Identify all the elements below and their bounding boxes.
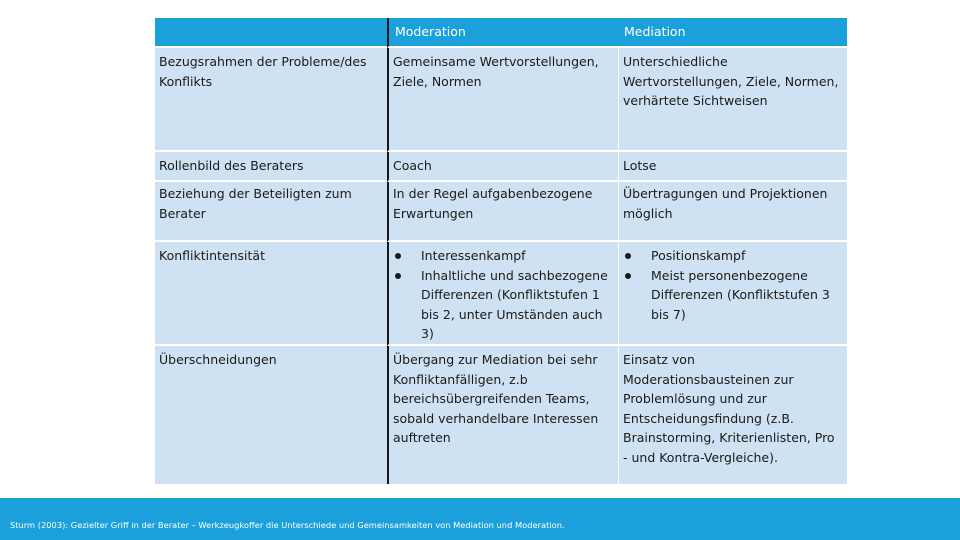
mediation-cell (618, 242, 847, 346)
table-row (155, 152, 847, 182)
row-label: Konfliktintensität (155, 242, 387, 346)
mediation-cell: Einsatz von Moderationsbausteinen zur Problemlösung und zur Entscheidungsfindung (z.B. Brainstorming, Kriterienlisten, Pro - und Kontra-Vergleiche). (618, 346, 847, 484)
moderation-cell (387, 242, 618, 346)
moderation-cell: Übergang zur Mediation bei sehr Konfliktanfälligen, z.b bereichsübergreifenden Teams, sobald verhandelbare Interessen auftreten (387, 346, 618, 484)
list-item: Positionskampf (623, 246, 843, 266)
moderation-bullet-list (393, 246, 614, 344)
table-row (155, 346, 847, 484)
source-citation: Sturm (2003): Gezielter Griff in der Berater – Werkzeugkoffer die Unterschiede und Gemeinsamkeiten von Mediation und Moderation. (10, 520, 565, 530)
row-label: Bezugsrahmen der Probleme/des Konflikts (155, 48, 387, 152)
table-row (155, 182, 847, 242)
list-item: Interessenkampf (393, 246, 614, 266)
mediation-cell: Unterschiedliche Wertvorstellungen, Ziele, Normen, verhärtete Sichtweisen (618, 48, 847, 152)
comparison-table (155, 18, 847, 484)
list-item: Inhaltliche und sachbezogene Differenzen (Konfliktstufen 1 bis 2, unter Umständen auch 3) (393, 266, 614, 344)
moderation-cell: Gemeinsame Wertvorstellungen, Ziele, Normen (387, 48, 618, 152)
header-corner-cell (155, 18, 387, 48)
list-item: Meist personenbezogene Differenzen (Konfliktstufen 3 bis 7) (623, 266, 843, 325)
row-label: Überschneidungen (155, 346, 387, 484)
table-row (155, 48, 847, 152)
header-mediation: Mediation (618, 18, 847, 48)
table-row (155, 242, 847, 346)
moderation-cell: In der Regel aufgabenbezogene Erwartungen (387, 182, 618, 242)
footer-bar (0, 498, 960, 540)
table-header-row (155, 18, 847, 48)
mediation-cell: Übertragungen und Projektionen möglich (618, 182, 847, 242)
mediation-bullet-list (623, 246, 843, 324)
row-label: Beziehung der Beteiligten zum Berater (155, 182, 387, 242)
header-moderation: Moderation (387, 18, 618, 48)
row-label: Rollenbild des Beraters (155, 152, 387, 182)
moderation-cell: Coach (387, 152, 618, 182)
mediation-cell: Lotse (618, 152, 847, 182)
